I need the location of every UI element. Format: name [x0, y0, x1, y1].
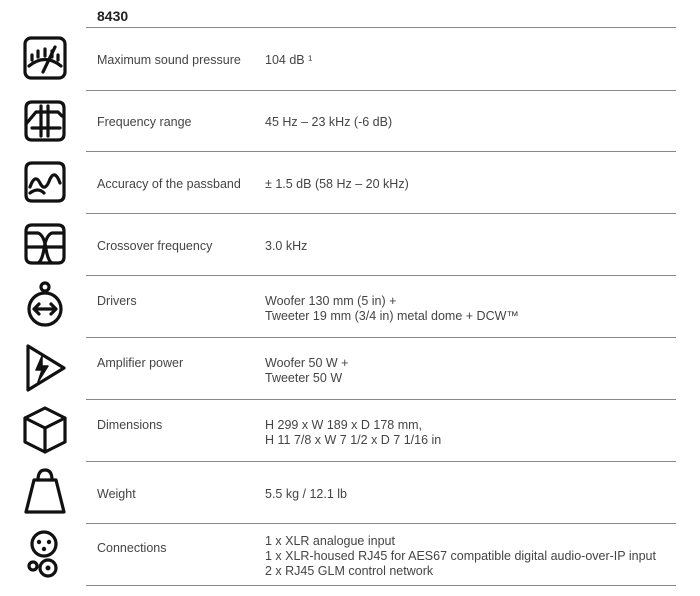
spec-label-weight: Weight	[97, 487, 136, 501]
table-divider	[86, 151, 676, 152]
spec-label-amplifier-power: Amplifier power	[97, 356, 184, 370]
spec-label-max-sound-pressure: Maximum sound pressure	[97, 53, 241, 67]
cube-icon	[20, 404, 70, 456]
sound-pressure-meter-icon	[20, 33, 70, 85]
spec-value-line: Woofer 50 W +	[265, 356, 349, 370]
spec-label-passband-accuracy: Accuracy of the passband	[97, 177, 241, 191]
spec-value-line: 45 Hz – 23 kHz (-6 dB)	[265, 115, 393, 129]
table-divider	[86, 213, 676, 214]
table-divider	[86, 337, 676, 338]
spec-value-line: 5.5 kg / 12.1 lb	[265, 487, 348, 501]
spec-value-line: 2 x RJ45 GLM control network	[265, 564, 434, 578]
spec-value-crossover-frequency	[265, 239, 307, 254]
spec-value-line: Tweeter 50 W	[265, 371, 343, 385]
spec-label-frequency-range: Frequency range	[97, 115, 192, 129]
weight-icon	[20, 466, 70, 518]
driver-icon	[20, 280, 70, 332]
spec-label-drivers: Drivers	[97, 294, 137, 308]
spec-value-frequency-range	[265, 115, 392, 130]
spec-value-line: 104 dB ¹	[265, 53, 313, 67]
spec-value-line: Tweeter 19 mm (3/4 in) metal dome + DCW™	[265, 309, 519, 323]
spec-value-line: 1 x XLR-housed RJ45 for AES67 compatible digital audio-over-IP input	[265, 549, 656, 563]
spec-value-amplifier-power	[265, 356, 348, 386]
spec-value-dimensions	[265, 418, 441, 448]
table-divider	[86, 90, 676, 91]
spec-value-line: 3.0 kHz	[265, 239, 308, 253]
spec-label-dimensions: Dimensions	[97, 418, 163, 432]
spec-value-line: ± 1.5 dB (58 Hz – 20 kHz)	[265, 177, 409, 191]
table-divider	[86, 27, 676, 28]
table-divider	[86, 585, 676, 586]
amplifier-icon	[20, 342, 70, 394]
spec-label-connections: Connections	[97, 541, 167, 555]
spec-value-max-sound-pressure	[265, 53, 312, 68]
crossover-icon	[20, 219, 70, 271]
spec-value-line: Woofer 130 mm (5 in) +	[265, 294, 397, 308]
spec-value-line: H 11 7/8 x W 7 1/2 x D 7 1/16 in	[265, 433, 442, 447]
spec-value-weight	[265, 487, 347, 502]
frequency-range-icon	[20, 96, 70, 148]
product-model-title: 8430	[97, 8, 129, 24]
table-divider	[86, 523, 676, 524]
spec-value-line: H 299 x W 189 x D 178 mm,	[265, 418, 423, 432]
spec-value-drivers	[265, 294, 519, 324]
table-divider	[86, 399, 676, 400]
spec-value-passband-accuracy	[265, 177, 409, 192]
table-divider	[86, 275, 676, 276]
passband-accuracy-icon	[20, 157, 70, 209]
spec-label-crossover-frequency: Crossover frequency	[97, 239, 213, 253]
xlr-connector-icon	[20, 528, 70, 580]
table-divider	[86, 461, 676, 462]
spec-value-line: 1 x XLR analogue input	[265, 534, 395, 548]
spec-value-connections	[265, 534, 656, 579]
